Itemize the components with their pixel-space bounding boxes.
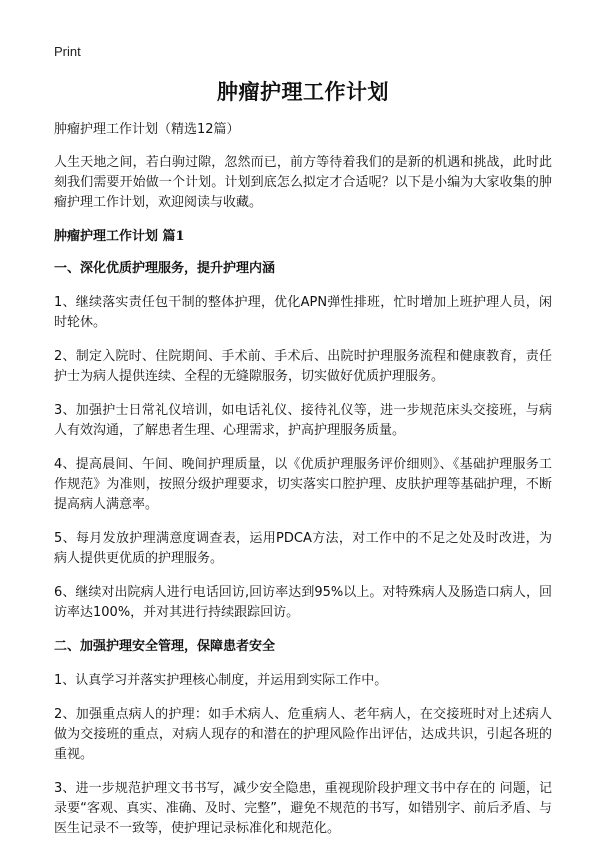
list-item: 3、进一步规范护理文书书写，减少安全隐患，重视现阶段护理文书中存在的 问题，记录要“客观、真实、准确、及时、完整”，避免不规范的书写，如错别字、前后矛盾、与医生记录不一致等，使护理记录标准化和规范化。 — [54, 781, 552, 836]
document-subtitle: 肿瘤护理工作计划（精选12篇） — [54, 122, 240, 137]
list-item: 1、认真学习并落实护理核心制度，并运用到实际工作中。 — [54, 673, 388, 688]
print-link[interactable]: Print — [54, 44, 81, 59]
article-heading: 肿瘤护理工作计划 篇1 — [54, 229, 185, 244]
document — [54, 76, 552, 853]
list-item: 6、继续对出院病人进行电话回访,回访率达到95%以上。对特殊病人及肠造口病人，回访率达100%，并对其进行持续跟踪回访。 — [54, 585, 552, 620]
list-item: 2、制定入院时、住院期间、手术前、手术后、出院时护理服务流程和健康教育，责任护士为病人提供连续、全程的无缝隙服务，切实做好优质护理服务。 — [54, 349, 552, 384]
page-title: 肿瘤护理工作计划 — [217, 80, 389, 104]
section-heading: 一、深化优质护理服务，提升护理内涵 — [54, 261, 276, 276]
list-item: 4、提高晨间、午间、晚间护理质量，以《优质护理服务评价细则》、《基础护理服务工作规范》为准则，按照分级护理要求，切实落实口腔护理、皮肤护理等基础护理，不断提高病人满意率。 — [54, 457, 552, 512]
list-item: 1、继续落实责任包干制的整体护理，优化APN弹性排班，忙时增加上班护理人员，闲时轮休。 — [54, 295, 552, 330]
list-item: 2、加强重点病人的护理：如手术病人、危重病人、老年病人，在交接班时对上述病人做为交接班的重点，对病人现存的和潜在的护理风险作出评估，达成共识，引起各班的重视。 — [54, 707, 552, 762]
list-item: 3、加强护士日常礼仪培训，如电话礼仪、接待礼仪等，进一步规范床头交接班，与病人有效沟通，了解患者生理、心理需求，护高护理服务质量。 — [54, 403, 552, 438]
intro-paragraph: 人生天地之间，若白驹过隙，忽然而已，前方等待着我们的是新的机遇和挑战，此时此刻我们需要开始做一个计划。计划到底怎么拟定才合适呢？以下是小编为大家收集的肿瘤护理工作计划，欢迎阅读与收藏。 — [54, 155, 552, 210]
list-item: 5、每月发放护理满意度调查表，运用PDCA方法，对工作中的不足之处及时改进，为病人提供更优质的护理服务。 — [54, 531, 552, 566]
section-heading: 二、加强护理安全管理，保障患者安全 — [54, 639, 276, 654]
